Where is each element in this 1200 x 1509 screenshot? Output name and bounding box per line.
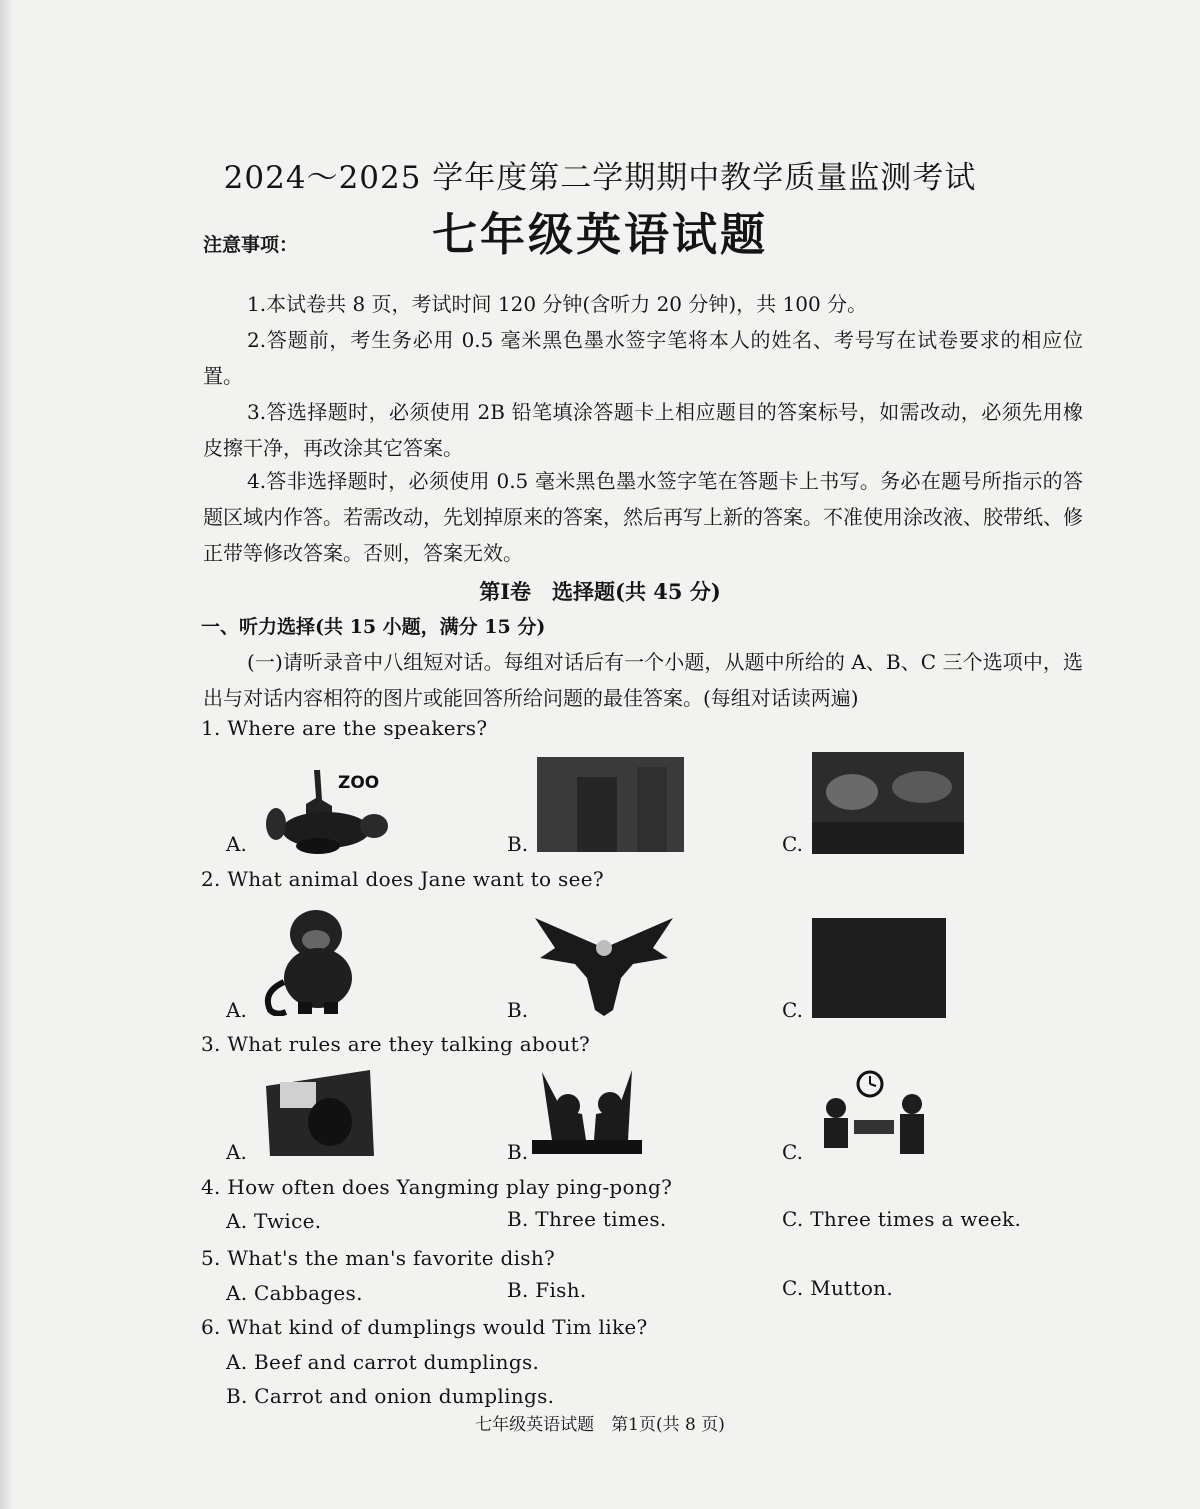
zoo-sign-text: ZOO — [338, 773, 380, 793]
section-title: 第Ⅰ卷 选择题(共 45 分) — [479, 579, 721, 604]
dark-forest-photo — [537, 757, 684, 852]
q5-option-c: C. Mutton. — [782, 1276, 894, 1300]
q5-option-b: B. Fish. — [507, 1278, 587, 1302]
q3-option-c-label: C. — [782, 1140, 803, 1164]
notice-item-1: 1.本试卷共 8 页，考试时间 120 分钟(含听力 20 分钟)，共 100 分。 — [247, 292, 868, 316]
question-2: 2. What animal does Jane want to see? — [201, 867, 604, 891]
dark-animal-photo — [812, 918, 946, 1018]
question-1: 1. Where are the speakers? — [201, 716, 488, 740]
q1-option-c-label: C. — [782, 832, 803, 856]
q2-option-b-label: B. — [507, 998, 529, 1022]
eagle-image — [535, 918, 673, 1016]
q5-option-a: A. Cabbages. — [226, 1281, 363, 1305]
students-raising-hands-image — [532, 1070, 642, 1158]
subject-title: 七年级英语试题 — [431, 208, 768, 261]
page-footer: 七年级英语试题 第1页(共 8 页) — [475, 1415, 725, 1435]
dark-landscape-photo — [812, 752, 964, 854]
question-4: 4. How often does Yangming play ping-pong? — [201, 1175, 673, 1199]
question-6: 6. What kind of dumplings would Tim like? — [201, 1315, 648, 1339]
q4-option-a: A. Twice. — [226, 1209, 322, 1233]
q3-option-a-label: A. — [226, 1140, 247, 1164]
q6-option-b: B. Carrot and onion dumplings. — [226, 1384, 555, 1408]
notice-item-2: 2.答题前，考生务必用 0.5 毫米黑色墨水签字笔将本人的姓名、考号写在试卷要求的相应位置。 — [203, 328, 1083, 388]
part-instruction: (一)请听录音中八组短对话。每组对话后有一个小题，从题中所给的 A、B、C 三个选项中，选出与对话内容相符的图片或能回答所给问题的最佳答案。(每组对话读两遍) — [203, 650, 1083, 710]
q1-option-a-label: A. — [226, 832, 247, 856]
notice-item-4: 4.答非选择题时，必须使用 0.5 毫米黑色墨水签字笔在答题卡上书写。务必在题号所指示的答题区域内作答。若需改动，先划掉原来的答案，然后再写上新的答案。不准使用涂改液、胶带纸、修正带等修改答案。否则，答案无效。 — [203, 469, 1083, 565]
exam-title: 2024～2025 学年度第二学期期中教学质量监测考试 — [223, 160, 977, 196]
part-title: 一、听力选择(共 15 小题，满分 15 分) — [201, 616, 546, 638]
q6-option-a: A. Beef and carrot dumplings. — [226, 1350, 540, 1374]
bus-window-image — [260, 1066, 376, 1160]
question-3: 3. What rules are they talking about? — [201, 1032, 590, 1056]
q2-option-a-label: A. — [226, 998, 247, 1022]
q2-option-c-label: C. — [782, 998, 803, 1022]
q3-option-b-label: B. — [507, 1140, 529, 1164]
late-for-class-image — [808, 1068, 938, 1160]
q1-option-b-label: B. — [507, 832, 529, 856]
question-5: 5. What's the man's favorite dish? — [201, 1246, 556, 1270]
q4-option-c: C. Three times a week. — [782, 1207, 1022, 1231]
notice-item-3: 3.答选择题时，必须使用 2B 铅笔填涂答题卡上相应题目的答案标号，如需改动，必须先用橡皮擦干净，再改涂其它答案。 — [203, 400, 1083, 460]
zoo-animals-image — [256, 764, 396, 856]
tiger-image — [258, 904, 366, 1016]
q4-option-b: B. Three times. — [507, 1207, 667, 1231]
notice-heading: 注意事项： — [203, 234, 299, 256]
